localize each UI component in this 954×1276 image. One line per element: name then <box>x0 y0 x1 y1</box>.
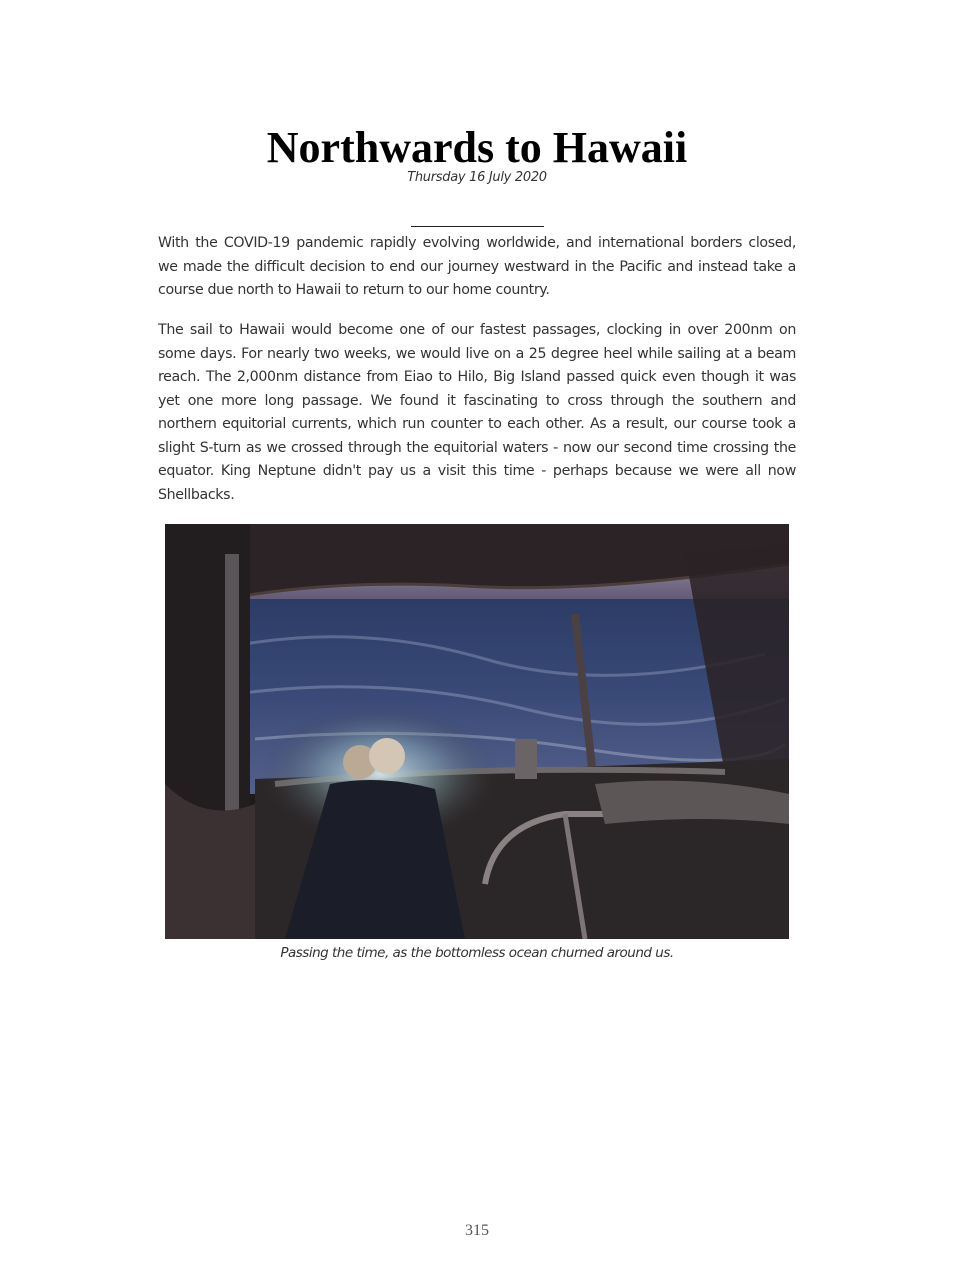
photo-caption: Passing the time, as the bottomless ocean churned around us. <box>280 945 674 961</box>
paragraph-2: The sail to Hawaii would become one of our fastest passages, clocking in over 200nm on some days. For nearly two weeks, we would live on a 25 degree heel while sailing at a beam reach. The 2,000nm distance from Eiao to Hilo, Big Island passed quick even though it was yet one more long passage. We found it fascinating to cross through the southern and northern equitorial currents, which run counter to each other. As a result, our course took a slight S-turn as we crossed through the equitorial waters - now our second time crossing the equator. King Neptune didn't pay us a visit this time - perhaps because we were all now Shellbacks. <box>158 322 796 503</box>
paragraph-1: With the COVID-19 pandemic rapidly evolving worldwide, and international borders closed, we made the difficult decision to end our journey westward in the Pacific and instead take a course due north to Hawaii to return to our home country. <box>158 235 796 298</box>
page-number: 315 <box>465 1222 489 1239</box>
page-title: Northwards to Hawaii <box>266 123 688 172</box>
cockpit-photo <box>165 524 789 939</box>
entry-date: Thursday 16 July 2020 <box>407 170 547 185</box>
title-divider <box>411 226 544 227</box>
